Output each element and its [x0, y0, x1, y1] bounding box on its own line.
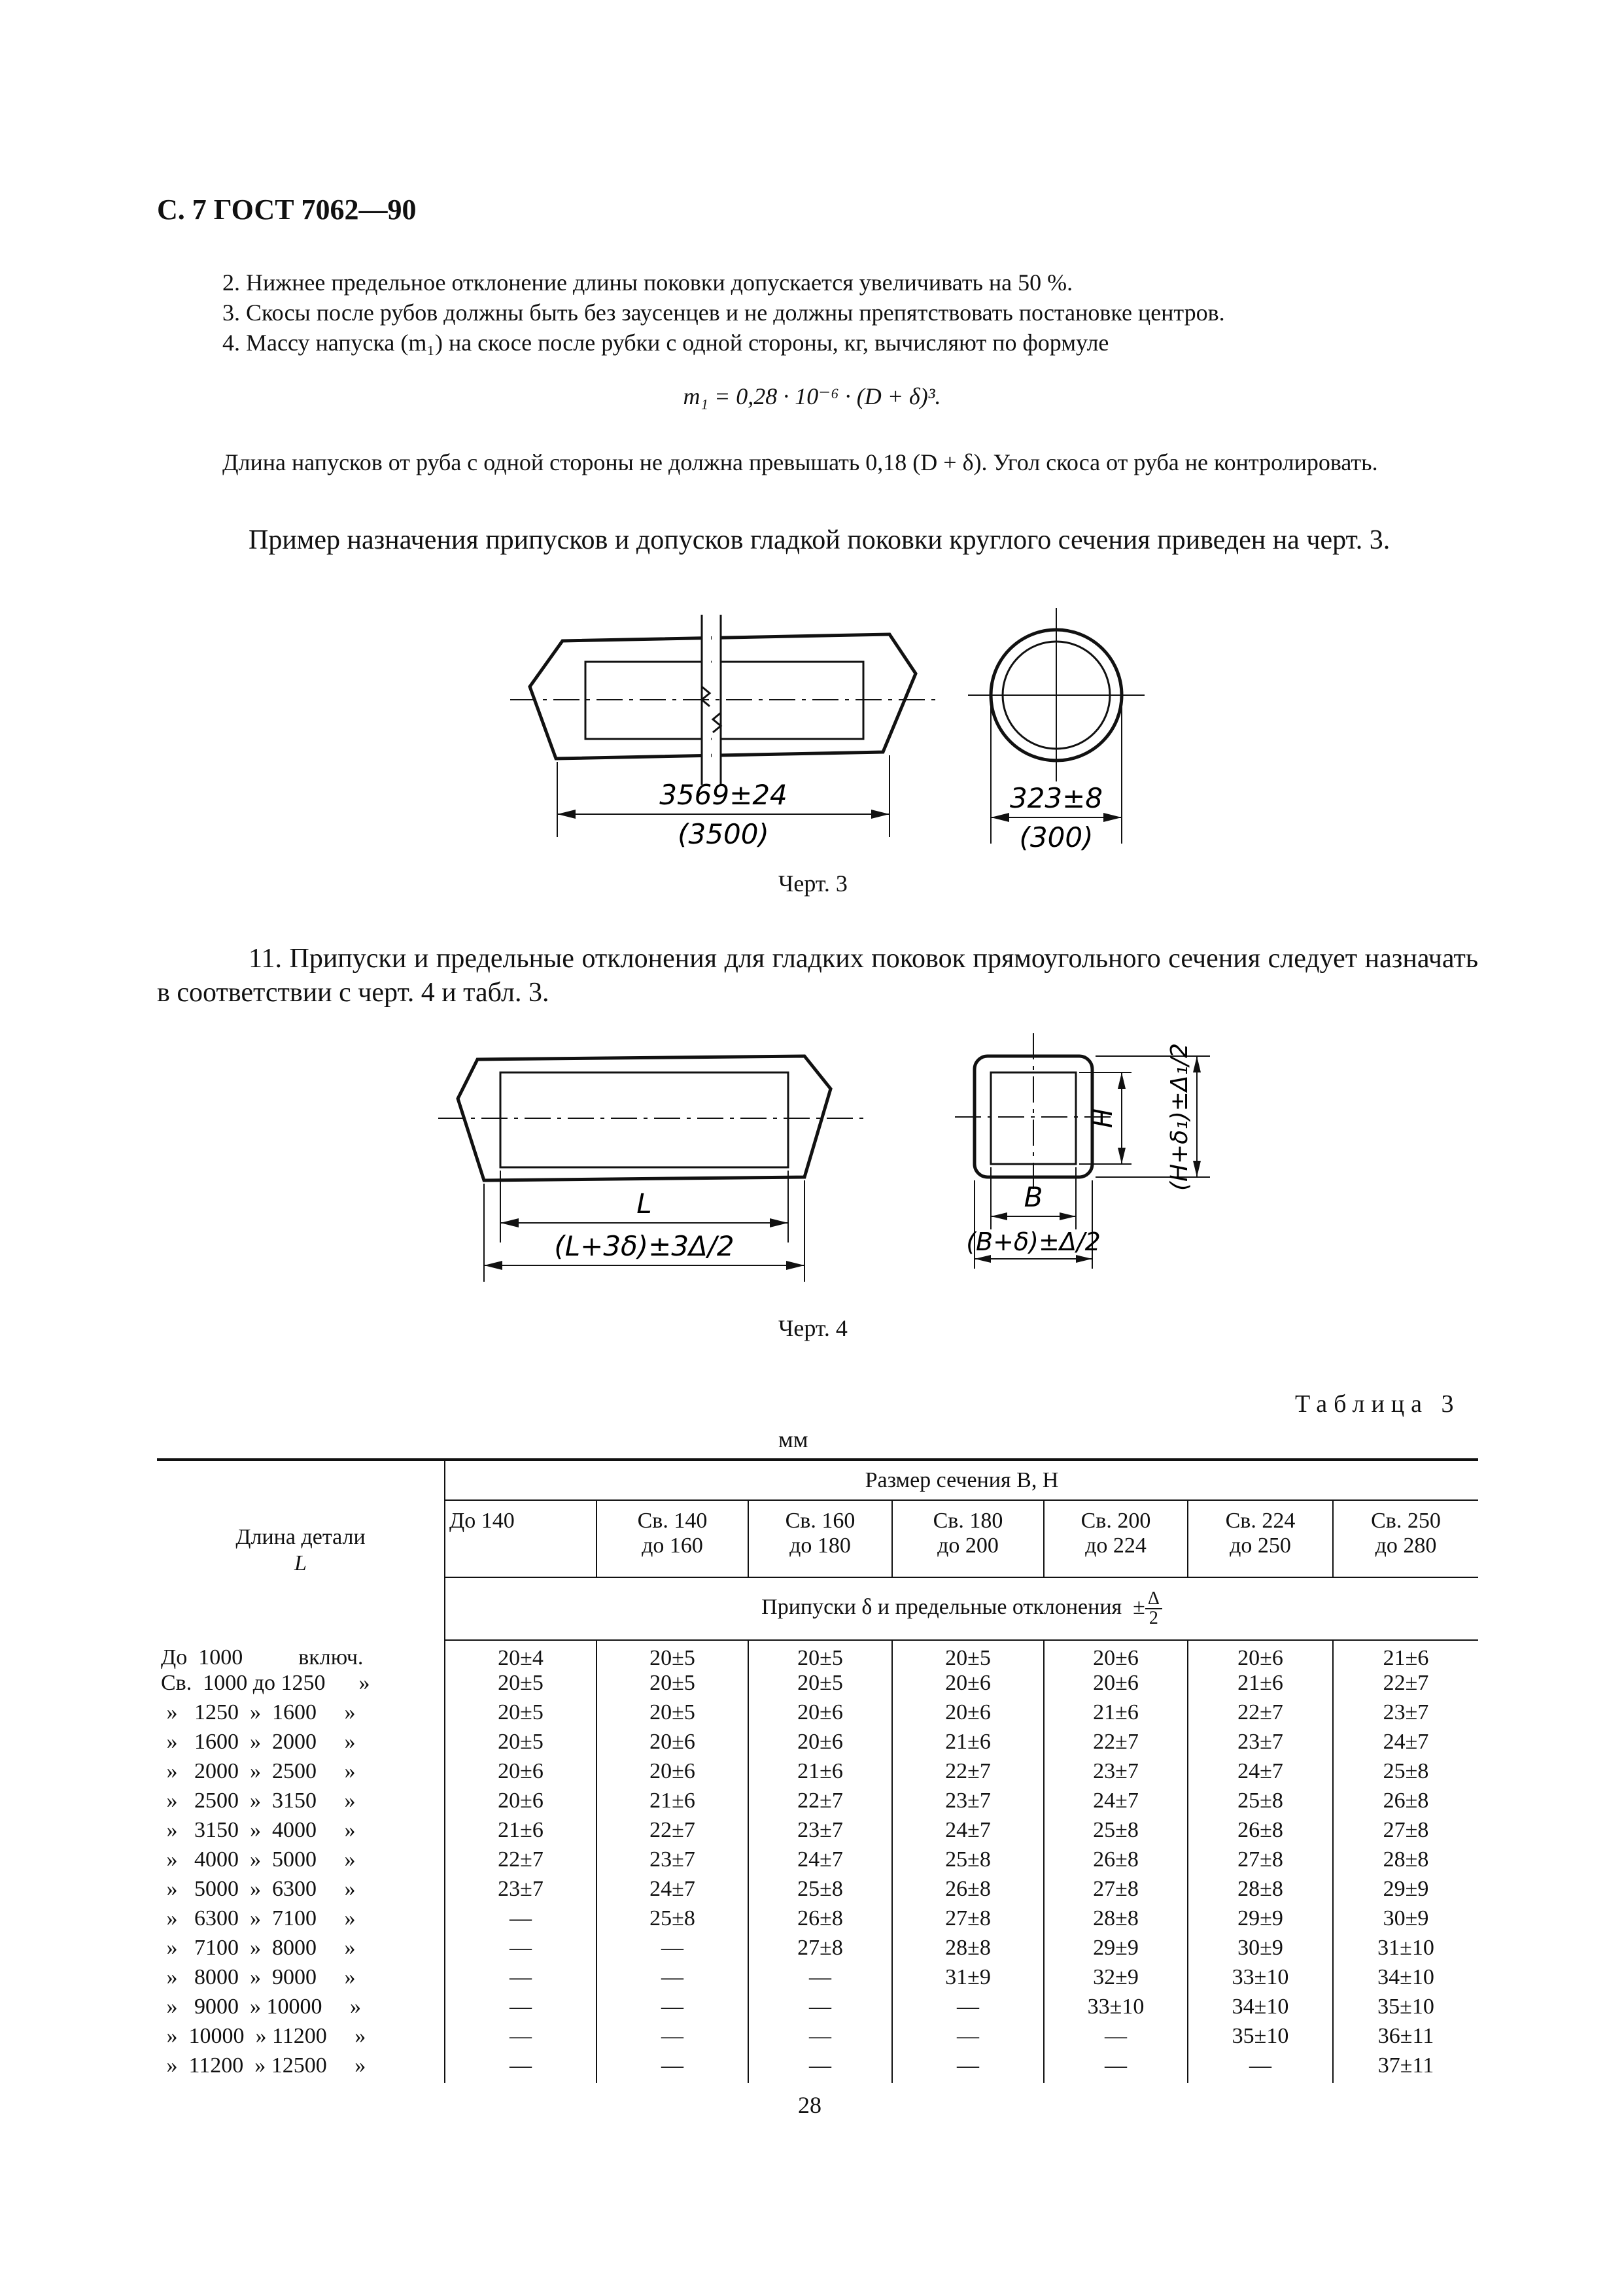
- row-value-cell: 25±8: [1044, 1818, 1188, 1847]
- row-value-cell: —: [1188, 2053, 1333, 2083]
- row-value-cell: 20±6: [1044, 1671, 1188, 1700]
- row-value-cell: 27±8: [892, 1906, 1044, 1936]
- row-value-cell: 25±8: [1188, 1789, 1333, 1818]
- row-value-cell: 27±8: [748, 1936, 892, 1965]
- row-value-cell: —: [445, 2024, 596, 2053]
- paragraph-2: 2. Нижнее предельное отклонение длины поковки допускается увеличивать на 50 %.: [222, 269, 1073, 296]
- row-value-cell: 20±6: [892, 1671, 1044, 1700]
- row-value-cell: 21±6: [892, 1730, 1044, 1759]
- fig4-B-label: B: [1024, 1181, 1043, 1213]
- fig4-H-total-label: (H+δ₁)±Δ₁/2: [1166, 1042, 1193, 1191]
- row-length-label: » 1250 » 1600 »: [161, 1700, 356, 1724]
- row-value-cell: —: [445, 1906, 596, 1936]
- table-row: [157, 1818, 1478, 1847]
- row-value-cell: 26±8: [1044, 1847, 1188, 1877]
- table-row: [157, 1995, 1478, 2024]
- row-value-cell: 20±5: [596, 1640, 748, 1671]
- row-value-cell: —: [445, 1936, 596, 1965]
- row-value-cell: 31±10: [1333, 1936, 1478, 1965]
- col-header-2: Св. 160 до 180: [748, 1500, 892, 1577]
- fig3-diameter-label: 323±8: [1009, 782, 1103, 814]
- row-value-cell: 21±6: [748, 1759, 892, 1789]
- row-value-cell: 27±8: [1044, 1877, 1188, 1906]
- row-value-cell: —: [748, 1965, 892, 1995]
- figure-3-drawing: [510, 602, 1177, 889]
- paragraph-example: Пример назначения припусков и допусков гладкой поковки круглого сечения приведен на черт. 3.: [249, 525, 1391, 555]
- table-row: [157, 1671, 1478, 1700]
- row-value-cell: 33±10: [1044, 1995, 1188, 2024]
- row-length-label: » 5000 » 6300 »: [161, 1877, 356, 1901]
- paragraph-11: 11. Припуски и предельные отклонения для гладких поковок прямоугольного сечения следует назначать в соответствии с черт. 4 и табл. 3.: [157, 944, 1478, 1008]
- row-value-cell: 22±7: [1044, 1730, 1188, 1759]
- row-value-cell: 23±7: [1333, 1700, 1478, 1730]
- row-value-cell: 20±6: [892, 1700, 1044, 1730]
- table-row: [157, 1700, 1478, 1730]
- row-value-cell: 20±5: [748, 1671, 892, 1700]
- row-length-label: » 8000 » 9000 »: [161, 1965, 356, 1989]
- row-value-cell: 37±11: [1333, 2053, 1478, 2083]
- row-value-cell: 22±7: [892, 1759, 1044, 1789]
- formula-m1: m₁ = 0,28 · 10⁻⁶ · (D + δ)³.: [683, 383, 941, 409]
- row-value-cell: —: [596, 2024, 748, 2053]
- row-value-cell: 24±7: [1044, 1789, 1188, 1818]
- row-value-cell: —: [596, 1936, 748, 1965]
- row-length-label: » 4000 » 5000 »: [161, 1847, 356, 1872]
- row-length-label: » 11200 » 12500 »: [161, 2053, 366, 2078]
- row-value-cell: 24±7: [1333, 1730, 1478, 1759]
- row-value-cell: 28±8: [892, 1936, 1044, 1965]
- table-row: [157, 1965, 1478, 1995]
- table-row: [157, 2024, 1478, 2053]
- table-row: [157, 1906, 1478, 1936]
- row-value-cell: 23±7: [596, 1847, 748, 1877]
- row-value-cell: 28±8: [1044, 1906, 1188, 1936]
- row-value-cell: 35±10: [1188, 2024, 1333, 2053]
- row-value-cell: 22±7: [1188, 1700, 1333, 1730]
- allowance-table: [157, 1458, 1478, 2083]
- paragraph-4: 4. Массу напуска (m₁) на скосе после рубки с одной стороны, кг, вычисляют по формуле: [222, 330, 1109, 356]
- fig4-H-label: H: [1088, 1108, 1118, 1129]
- table-row: [157, 1789, 1478, 1818]
- row-length-label: » 2500 » 3150 »: [161, 1789, 356, 1813]
- row-value-cell: —: [445, 2053, 596, 2083]
- row-value-cell: 28±8: [1333, 1847, 1478, 1877]
- row-value-cell: 21±6: [596, 1789, 748, 1818]
- row-value-cell: 20±5: [445, 1700, 596, 1730]
- row-value-cell: 22±7: [1333, 1671, 1478, 1700]
- table-row: [157, 1847, 1478, 1877]
- row-value-cell: 21±6: [445, 1818, 596, 1847]
- row-value-cell: 35±10: [1333, 1995, 1478, 2024]
- row-length-label: » 6300 » 7100 »: [161, 1906, 356, 1930]
- row-value-cell: —: [892, 1995, 1044, 2024]
- row-value-cell: 20±5: [748, 1640, 892, 1671]
- fig3-length-label: 3569±24: [659, 779, 787, 811]
- row-value-cell: 27±8: [1333, 1818, 1478, 1847]
- figure-4-caption: Черт. 4: [778, 1315, 848, 1341]
- row-value-cell: 24±7: [1188, 1759, 1333, 1789]
- row-value-cell: 23±7: [1188, 1730, 1333, 1759]
- length-symbol: L: [294, 1551, 307, 1575]
- row-value-cell: 36±11: [1333, 2024, 1478, 2053]
- row-length-label: » 7100 » 8000 »: [161, 1936, 356, 1960]
- row-value-cell: —: [1044, 2024, 1188, 2053]
- row-value-cell: 29±9: [1333, 1877, 1478, 1906]
- table-row: [157, 1936, 1478, 1965]
- row-value-cell: 26±8: [1333, 1789, 1478, 1818]
- fig3-diameter-nominal: (300): [1019, 821, 1094, 853]
- row-value-cell: —: [748, 2053, 892, 2083]
- row-value-cell: 23±7: [892, 1789, 1044, 1818]
- row-value-cell: 20±6: [748, 1730, 892, 1759]
- row-value-cell: 22±7: [445, 1847, 596, 1877]
- row-value-cell: 27±8: [1188, 1847, 1333, 1877]
- row-value-cell: 29±9: [1188, 1906, 1333, 1936]
- row-value-cell: 23±7: [748, 1818, 892, 1847]
- row-value-cell: 30±9: [1188, 1936, 1333, 1965]
- row-value-cell: 25±8: [892, 1847, 1044, 1877]
- row-value-cell: 32±9: [1044, 1965, 1188, 1995]
- section-size-header: Размер сечения B, H: [445, 1460, 1478, 1500]
- length-header: Длина детали: [235, 1525, 366, 1549]
- row-value-cell: 20±5: [445, 1671, 596, 1700]
- row-value-cell: 20±6: [596, 1730, 748, 1759]
- col-header-3: Св. 180 до 200: [892, 1500, 1044, 1577]
- fig4-L-total-label: (L+3δ)±3Δ/2: [554, 1230, 734, 1262]
- row-value-cell: 20±5: [445, 1730, 596, 1759]
- col-header-1: Св. 140 до 160: [596, 1500, 748, 1577]
- row-value-cell: 23±7: [445, 1877, 596, 1906]
- row-value-cell: 25±8: [596, 1906, 748, 1936]
- row-value-cell: 21±6: [1333, 1640, 1478, 1671]
- row-value-cell: 21±6: [1188, 1671, 1333, 1700]
- row-value-cell: —: [748, 1995, 892, 2024]
- row-value-cell: 26±8: [1188, 1818, 1333, 1847]
- paragraph-overlap-length: Длина напусков от руба с одной стороны не должна превышать 0,18 (D + δ). Угол скоса от руба не контролировать.: [222, 449, 1378, 475]
- row-value-cell: 34±10: [1333, 1965, 1478, 1995]
- row-value-cell: 26±8: [748, 1906, 892, 1936]
- row-value-cell: 20±5: [892, 1640, 1044, 1671]
- figure-3-caption: Черт. 3: [778, 870, 848, 897]
- row-value-cell: 22±7: [596, 1818, 748, 1847]
- row-value-cell: —: [892, 2024, 1044, 2053]
- row-value-cell: 20±6: [445, 1789, 596, 1818]
- row-value-cell: 22±7: [748, 1789, 892, 1818]
- row-value-cell: 23±7: [1044, 1759, 1188, 1789]
- length-header-cell: [157, 1460, 445, 1640]
- row-value-cell: —: [445, 1995, 596, 2024]
- row-length-label: До 1000 включ.: [161, 1645, 364, 1670]
- col-header-0: До 140: [445, 1500, 596, 1577]
- row-length-label: » 10000 » 11200 »: [161, 2024, 366, 2048]
- col-header-6: Св. 250 до 280: [1333, 1500, 1478, 1577]
- row-value-cell: 24±7: [892, 1818, 1044, 1847]
- table-row: [157, 1877, 1478, 1906]
- row-value-cell: 20±6: [748, 1700, 892, 1730]
- row-value-cell: 20±6: [445, 1759, 596, 1789]
- fig3-length-nominal: (3500): [678, 818, 769, 850]
- row-length-label: » 9000 » 10000 »: [161, 1995, 361, 2019]
- fig4-L-label: L: [636, 1188, 652, 1220]
- page-number: 28: [798, 2092, 821, 2118]
- figure-4-drawing: [438, 1033, 1243, 1295]
- row-value-cell: —: [748, 2024, 892, 2053]
- row-value-cell: 33±10: [1188, 1965, 1333, 1995]
- row-value-cell: —: [596, 1965, 748, 1995]
- paragraph-3: 3. Скосы после рубов должны быть без заусенцев и не должны препятствовать постановке центров.: [222, 300, 1225, 326]
- row-value-cell: —: [892, 2053, 1044, 2083]
- row-value-cell: 20±6: [1044, 1640, 1188, 1671]
- col-header-5: Св. 224 до 250: [1188, 1500, 1333, 1577]
- row-length-label: » 3150 » 4000 »: [161, 1818, 356, 1842]
- row-value-cell: 26±8: [892, 1877, 1044, 1906]
- row-value-cell: 25±8: [748, 1877, 892, 1906]
- row-value-cell: 25±8: [1333, 1759, 1478, 1789]
- row-value-cell: 20±5: [596, 1700, 748, 1730]
- rect-part-outline: [500, 1072, 788, 1167]
- row-length-label: » 1600 » 2000 »: [161, 1730, 356, 1754]
- row-value-cell: 31±9: [892, 1965, 1044, 1995]
- table-body: [157, 1640, 1478, 2083]
- page-header: С. 7 ГОСТ 7062—90: [157, 194, 417, 226]
- table-title: Таблица 3: [1295, 1390, 1460, 1418]
- fig4-B-total-label: (B+δ)±Δ/2: [966, 1227, 1101, 1256]
- row-value-cell: —: [445, 1965, 596, 1995]
- table-row: [157, 1640, 1478, 1671]
- row-length-label: » 2000 » 2500 »: [161, 1759, 356, 1783]
- col-header-4: Св. 200 до 224: [1044, 1500, 1188, 1577]
- table-row: [157, 1759, 1478, 1789]
- allowance-subheader: Припуски δ и предельные отклонения ± $\frac{\Delta}{2}$: [445, 1577, 1478, 1640]
- row-value-cell: 21±6: [1044, 1700, 1188, 1730]
- table-row: [157, 1730, 1478, 1759]
- row-value-cell: 20±6: [596, 1759, 748, 1789]
- row-value-cell: —: [596, 1995, 748, 2024]
- row-value-cell: 20±4: [445, 1640, 596, 1671]
- row-value-cell: 20±5: [596, 1671, 748, 1700]
- row-value-cell: 20±6: [1188, 1640, 1333, 1671]
- row-value-cell: 28±8: [1188, 1877, 1333, 1906]
- row-value-cell: 34±10: [1188, 1995, 1333, 2024]
- row-value-cell: 30±9: [1333, 1906, 1478, 1936]
- row-value-cell: —: [596, 2053, 748, 2083]
- row-value-cell: 24±7: [596, 1877, 748, 1906]
- row-value-cell: —: [1044, 2053, 1188, 2083]
- row-value-cell: 29±9: [1044, 1936, 1188, 1965]
- table-row: [157, 2053, 1478, 2083]
- row-length-label: Св. 1000 до 1250 »: [161, 1671, 370, 1695]
- row-value-cell: 24±7: [748, 1847, 892, 1877]
- table-unit: мм: [778, 1426, 808, 1452]
